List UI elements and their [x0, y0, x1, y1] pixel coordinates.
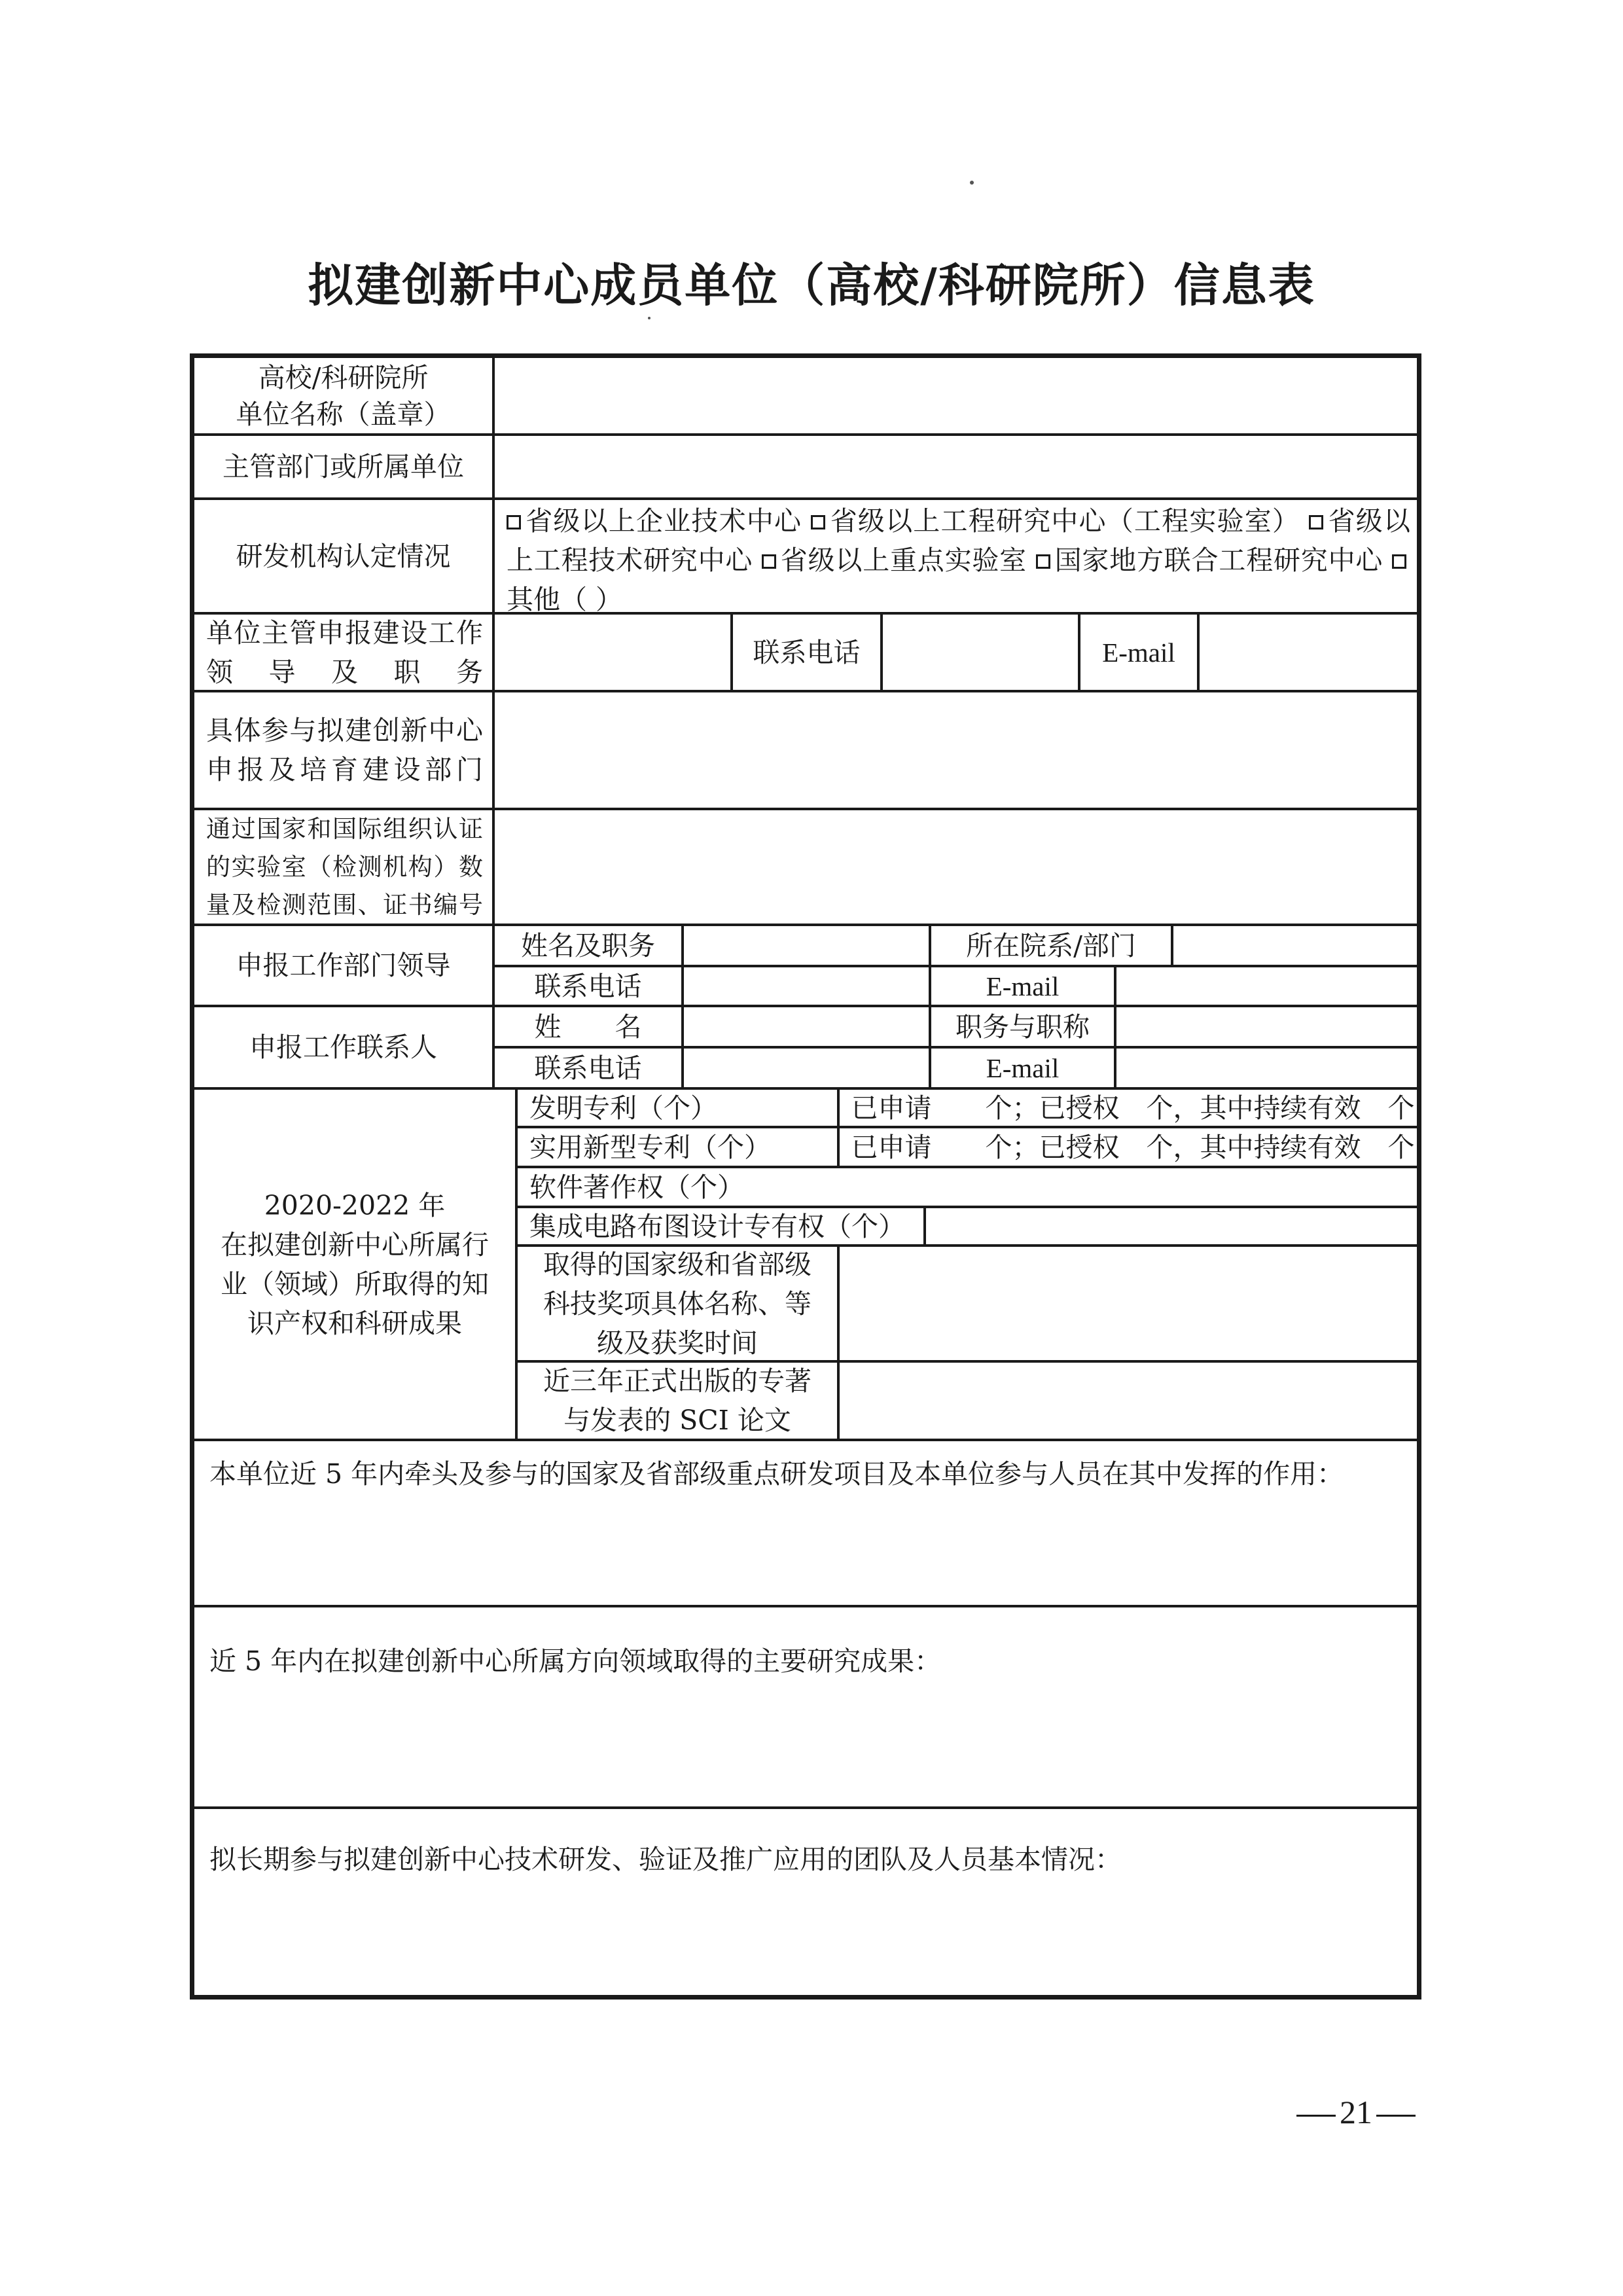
rd-options	[495, 500, 1419, 615]
dash-icon	[1296, 2115, 1336, 2117]
unit-name-field[interactable]	[495, 359, 1419, 433]
rd-option[interactable]: 其他（ ）	[507, 545, 1410, 615]
software-copyright-field[interactable]	[840, 1168, 1419, 1206]
contact-name-label: 姓 名	[534, 1011, 642, 1043]
invention-patent-status[interactable]: 已申请 个；已授权 个，其中持续有效 个	[851, 1092, 1415, 1124]
projects-field[interactable]	[194, 1499, 1419, 1604]
results-section-label: 近 5 年内在拟建创新中心所属方向领域取得的主要研究成果：	[209, 1645, 942, 1677]
row-divider	[192, 1806, 1419, 1809]
rd-institution-label: 研发机构认定情况	[236, 540, 451, 572]
ic-layout-field[interactable]	[926, 1208, 1419, 1244]
certified-lab-label: 通过国家和国际组织认证的实验室（检测机构）数量及检测范围、证书编号	[206, 814, 483, 919]
row-divider	[192, 1605, 1419, 1607]
software-copyright-label: 软件著作权（个）	[529, 1171, 744, 1203]
dept-leader-phone-field[interactable]	[684, 967, 929, 1005]
leader-email-label: E-mail	[1102, 637, 1175, 668]
contact-phone-field[interactable]	[684, 1049, 929, 1087]
dept-leader-name-field[interactable]	[684, 926, 929, 965]
invention-patent-label: 发明专利（个）	[529, 1092, 717, 1124]
teams-field[interactable]	[194, 1885, 1419, 1995]
leader-email-field[interactable]	[1200, 615, 1419, 690]
leader-field[interactable]	[495, 615, 730, 690]
page-number: 21	[1293, 2093, 1419, 2131]
contact-name-field[interactable]	[684, 1007, 929, 1046]
checkbox-icon[interactable]	[1036, 554, 1050, 569]
contact-email-label: E-mail	[986, 1052, 1060, 1083]
name-title-label: 姓名及职务	[521, 929, 655, 961]
contact-email-field[interactable]	[1116, 1049, 1419, 1087]
dept-leader-phone-label: 联系电话	[534, 970, 642, 1002]
rd-option[interactable]: 省级以上工程研究中心（工程实验室）	[811, 505, 1300, 537]
ic-layout-label: 集成电路布图设计专有权（个）	[529, 1210, 905, 1242]
checkbox-icon[interactable]	[811, 515, 825, 529]
position-title-field[interactable]	[1116, 1007, 1419, 1046]
dept-leader-email-field[interactable]	[1116, 967, 1419, 1005]
ip-achievements-label: 2020-2022 年 在拟建创新中心所属行业（领域）所取得的知识产权和科研成果	[221, 1189, 489, 1339]
position-title-label: 职务与职称	[955, 1011, 1090, 1043]
dash-icon	[1376, 2115, 1416, 2117]
dept-leader-email-label: E-mail	[986, 971, 1060, 1001]
page-title: 拟建创新中心成员单位（高校/科研院所）信息表	[308, 259, 1315, 312]
results-field[interactable]	[194, 1682, 1419, 1804]
supervisor-field[interactable]	[495, 436, 1419, 497]
department-field[interactable]	[495, 692, 1419, 808]
faculty-field[interactable]	[1173, 926, 1419, 965]
rd-option[interactable]: 省级以上重点实验室	[762, 545, 1027, 576]
publications-field[interactable]	[840, 1363, 1419, 1439]
projects-section-label: 本单位近 5 年内牵头及参与的国家及省部级重点研发项目及本单位参与人员在其中发挥的作用：	[209, 1458, 1344, 1490]
leader-label: 单位主管申报建设工作领导及职务	[206, 617, 483, 688]
supervisor-label: 主管部门或所属单位	[223, 451, 464, 482]
checkbox-icon[interactable]	[1392, 554, 1406, 569]
scan-speck	[970, 181, 974, 185]
certified-lab-field[interactable]	[495, 810, 1419, 924]
rd-option[interactable]: 省级以上工程技术研究中心	[507, 505, 1410, 576]
checkbox-icon[interactable]	[762, 554, 776, 569]
department-label: 具体参与拟建创新中心申报及培育建设部门	[206, 715, 483, 785]
utility-patent-label: 实用新型专利（个）	[529, 1131, 771, 1163]
unit-name-label: 高校/科研院所 单位名称（盖章）	[236, 362, 451, 430]
leader-phone-field[interactable]	[883, 615, 1078, 690]
scan-speck	[648, 317, 651, 319]
faculty-label: 所在院系/部门	[966, 929, 1136, 961]
checkbox-icon[interactable]	[507, 515, 521, 529]
awards-field[interactable]	[840, 1247, 1419, 1360]
contact-phone-label: 联系电话	[534, 1052, 642, 1084]
rd-option[interactable]: 省级以上企业技术中心	[507, 505, 802, 537]
checkbox-icon[interactable]	[1309, 515, 1323, 529]
contact-person-label: 申报工作联系人	[249, 1031, 437, 1063]
publications-label: 近三年正式出版的专著与发表的 SCI 论文	[543, 1365, 812, 1436]
utility-patent-status[interactable]: 已申请 个；已授权 个，其中持续有效 个	[851, 1131, 1415, 1163]
rd-option[interactable]: 国家地方联合工程研究中心	[1036, 545, 1383, 576]
teams-section-label: 拟长期参与拟建创新中心技术研发、验证及推广应用的团队及人员基本情况：	[209, 1844, 1122, 1875]
dept-leader-label: 申报工作部门领导	[236, 950, 451, 981]
awards-label: 取得的国家级和省部级科技奖项具体名称、等级及获奖时间	[543, 1248, 812, 1359]
leader-phone-label: 联系电话	[753, 636, 861, 668]
